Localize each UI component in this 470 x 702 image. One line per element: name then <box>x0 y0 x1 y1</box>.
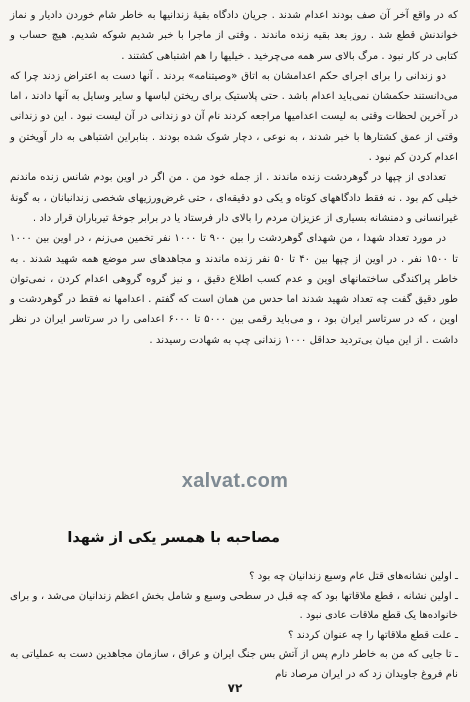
section-heading: مصاحبه با همسر یکی از شهدا <box>67 530 280 546</box>
page-number: ۷۲ <box>227 681 243 695</box>
paragraph-3: تعدادی از چپها در گوهردشت زنده ماندند . از جمله خود من . من اگر در اوین بودم شانس زنده ماندنم خیلی کم بود . نه فقط دادگاههای کوتاه و یکی دو دقیقه‌ای ، حتی غرض‌ورزیهای شخصی زندانبانان ، به گونهٔ غیرانسانی و دمنشانه بسیاری از عزیزان مردم را بالای دار فرستاد یا در برابر جوخهٔ تیرباران قرار داد . <box>10 172 458 224</box>
interview-answer-2: ـ تا جایی که من به خاطر دارم پس از آتش بس جنگ ایران و عراق ، سازمان مجاهدین دست به عملیاتی به نام فروغ جاویدان زد که در ایران مرصاد نام <box>10 649 458 680</box>
interview-text <box>10 567 458 685</box>
body-text <box>10 6 458 351</box>
paragraph-2: دو زندانی را برای اجرای حکم اعدامشان به اتاق «وصیتنامه» بردند . آنها دست به اعتراض زدند چرا که می‌دانستند حکمشان نمی‌باید اعدام باشد . حتی پلاستیک برای ریختن لباسها و سایر وسایل به آنها دادند ، اما در آخرین لحظات وقتی به لیست اعدامیها مراجعه کردند نام آن دو زندانی در آن لیست نبود . این دو زندانی وقتی از عمق کشتارها با خبر شدند ، به نوعی ، دچار شوک شده بودند . بنابراین اشتباهی به دار آویختن و اعدام کردن کم نبود . <box>10 70 458 164</box>
interview-question-2: ـ علت قطع ملاقاتها را چه عنوان کردند ؟ <box>288 629 458 641</box>
watermark-text: xalvat.com <box>181 470 289 492</box>
interview-question-1: ـ اولین نشانه‌های قتل عام وسیع زندانیان چه بود ؟ <box>249 571 458 582</box>
paragraph-4: در مورد تعداد شهدا ، من شهدای گوهردشت را بین ۹۰۰ تا ۱۰۰۰ نفر تخمین می‌زنم ، در اوین بین ۱۰۰۰ تا ۱۵۰۰ نفر . در اوین از چپها بین ۴۰ تا ۵۰ نفر زنده ماندند و مجاهدهای سر موضع همه شهید شدند . به خاطر پراکندگی ساختمانهای اوین و عدم کسب اطلاع دقیق ، و نیز گروه گروهی اعدام کردن ، نمی‌توان طور دقیق گفت چه تعداد شهید شدند اما حدس من همان است که گفتم . اعدامها نه فقط در گوهردشت و اوین ، که در سرتاسر ایران بود ، و می‌باید رقمی بین ۵۰۰۰ تا ۶۰۰۰ اعدامی را در سرتاسر ایران در نظر داشت . از این میان بی‌تردید حداقل ۱۰۰۰ زندانی چپ به شهادت رسیدند . <box>10 233 458 346</box>
paragraph-1: که در واقع آخر آن صف بودند اعدام شدند . جریان دادگاه بقیهٔ زندانیها به خاطر شام خوردن دادیار و نماز خواندنش قطع شد . روز بعد بقیه زنده ماندند . وقتی از ماجرا با خبر شدیم شوکه شدیم. هیچ حساب و کتابی در کار نبود . مرگ بالای سر همه می‌چرخید . خیلیها را هم اشتباهی کشتند . <box>10 10 458 62</box>
interview-answer-1: ـ اولین نشانه ، قطع ملاقاتها بود که چه قبل در سطحی وسیع و شامل بخش اعظم زندانیان می‌شد ، و برای خانواده‌ها یک قطع ملاقات عادی نبود . <box>10 590 458 622</box>
